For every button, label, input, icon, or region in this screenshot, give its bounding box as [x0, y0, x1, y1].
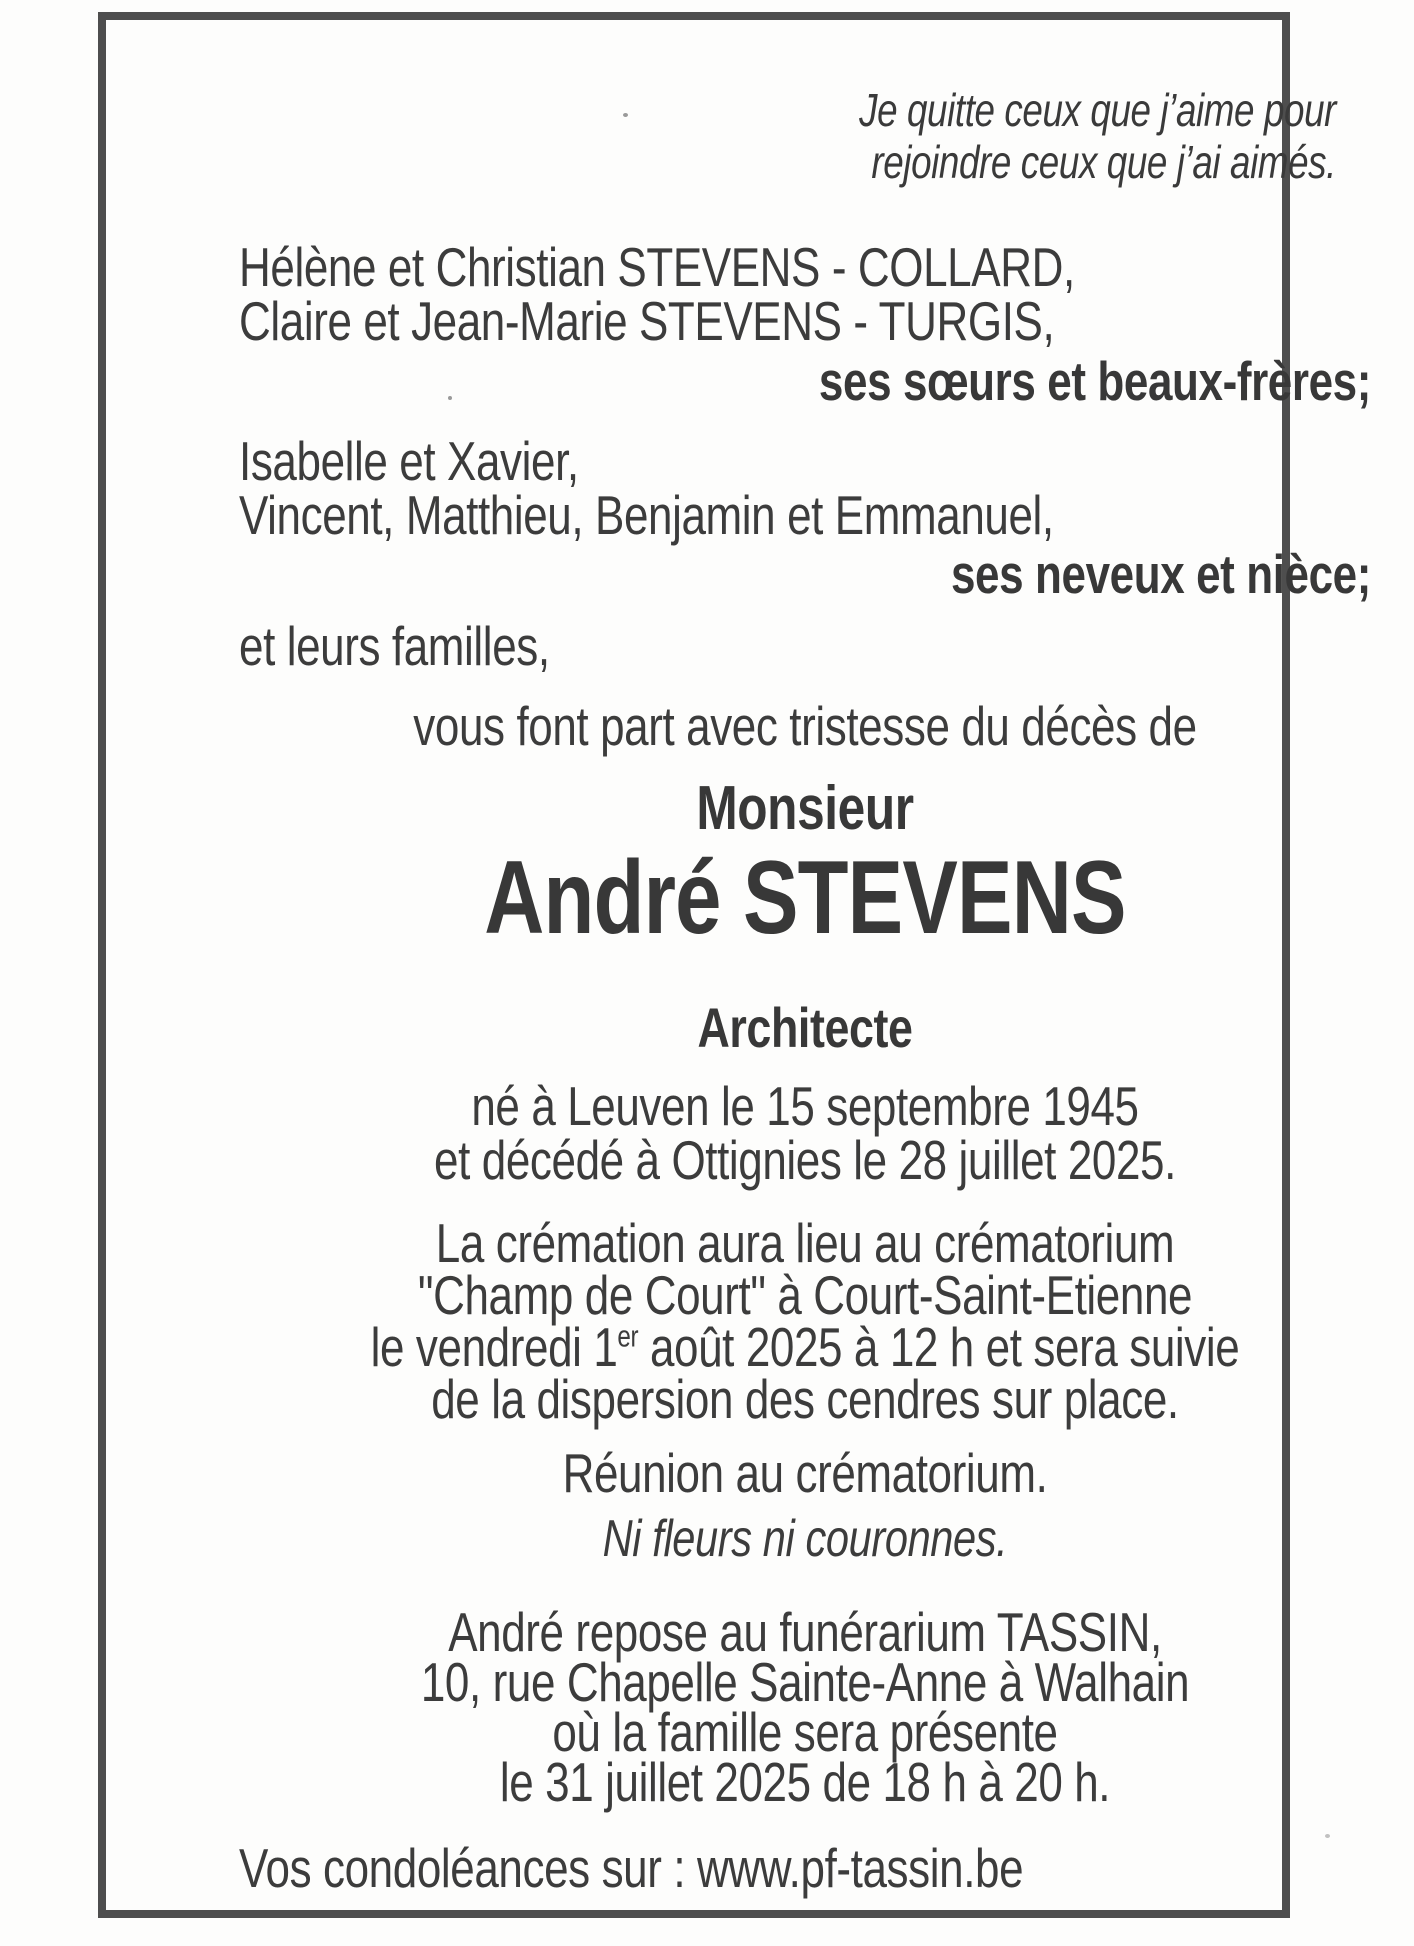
- civil-title: Monsieur: [696, 774, 914, 843]
- sisters-names: [239, 236, 1145, 352]
- cremation-line-3-post: août 2025 à 12 h et sera suivie: [638, 1316, 1240, 1378]
- epigraph-line-2: rejoindre ceux que j’ai aimés.: [871, 136, 1336, 188]
- scan-speck: [1325, 1834, 1330, 1838]
- sisters-line-1: Hélène et Christian STEVENS - COLLARD,: [239, 236, 1075, 298]
- nephews-names: [239, 430, 1145, 546]
- families-line: et leurs familles,: [239, 615, 550, 677]
- flowers-line: Ni fleurs ni couronnes.: [602, 1510, 1008, 1568]
- gathering-line: Réunion au crématorium.: [562, 1442, 1048, 1504]
- cremation-block: [352, 1212, 1258, 1430]
- nephews-relation: ses neveux et nièce;: [950, 543, 1371, 605]
- birth-death-block: [352, 1075, 1258, 1191]
- repose-line-1: André repose au funérarium TASSIN,: [448, 1601, 1162, 1663]
- profession: Architecte: [697, 996, 913, 1059]
- repose-line-4: le 31 juillet 2025 de 18 h à 20 h.: [499, 1751, 1111, 1813]
- nephews-line-1: Isabelle et Xavier,: [239, 430, 579, 492]
- cremation-line-3: [352, 1316, 1258, 1378]
- cremation-line-3-pre: le vendredi 1: [370, 1316, 618, 1378]
- announcement-line: vous font part avec tristesse du décès de: [413, 695, 1197, 757]
- condolences-line: Vos condoléances sur : www.pf-tassin.be: [239, 1837, 1024, 1899]
- death-line: et décédé à Ottignies le 28 juillet 2025.: [434, 1129, 1176, 1191]
- cremation-line-2: "Champ de Court" à Court-Saint-Etienne: [417, 1264, 1193, 1326]
- deceased-name: André STEVENS: [484, 840, 1126, 956]
- border-frame: [98, 12, 1371, 1918]
- repose-line-3: où la famille sera présente: [552, 1701, 1058, 1763]
- sisters-line-2: Claire et Jean-Marie STEVENS - TURGIS,: [239, 290, 1055, 352]
- scan-speck: [448, 396, 452, 400]
- repose-line-2: 10, rue Chapelle Sainte-Anne à Walhain: [420, 1651, 1190, 1713]
- cremation-line-1: La crémation aura lieu au crématorium: [435, 1212, 1175, 1274]
- sisters-relation: ses sœurs et beaux-frères;: [818, 350, 1371, 412]
- cremation-line-4: de la dispersion des cendres sur place.: [431, 1368, 1179, 1430]
- birth-line: né à Leuven le 15 septembre 1945: [471, 1075, 1139, 1137]
- epigraph-line-1: Je quitte ceux que j’aime pour: [859, 84, 1336, 136]
- epigraph-quote: [696, 84, 1336, 188]
- scan-speck: [623, 113, 628, 117]
- repose-block: [352, 1601, 1258, 1813]
- nephews-line-2: Vincent, Matthieu, Benjamin et Emmanuel,: [239, 484, 1054, 546]
- cremation-line-3-sup: er: [617, 1320, 639, 1354]
